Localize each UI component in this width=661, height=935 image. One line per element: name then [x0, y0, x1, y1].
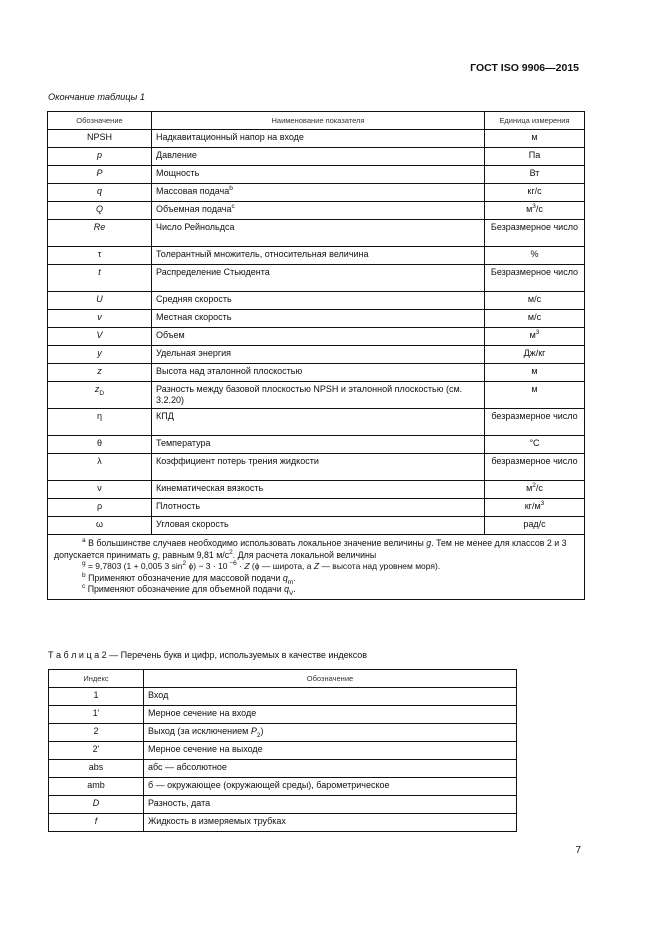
table1-caption: Окончание таблицы 1	[48, 92, 145, 102]
table-row	[49, 814, 517, 832]
unit-cell: Безразмерное число	[485, 220, 585, 247]
name-cell: Массовая подача$^b$	[152, 184, 485, 202]
table2-caption: Т а б л и ц а 2 — Перечень букв и цифр, используемых в качестве индексов	[48, 650, 368, 660]
designation-cell: Разность, дата	[144, 796, 517, 814]
table-row	[48, 454, 585, 481]
symbol-cell: ω	[48, 517, 152, 535]
unit-cell: Дж/кг	[485, 346, 585, 364]
table-row	[48, 292, 585, 310]
table-row	[49, 688, 517, 706]
name-cell: Толерантный множитель, относительная величина	[152, 247, 485, 265]
unit-cell: безразмерное число	[485, 454, 585, 481]
table-row	[48, 382, 585, 409]
col-header-index: Индекс	[49, 670, 144, 688]
unit-cell: рад/с	[485, 517, 585, 535]
table-row	[49, 724, 517, 742]
unit-cell: безразмерное число	[485, 409, 585, 436]
table-row	[48, 184, 585, 202]
unit-cell: $кг/м^3$	[485, 499, 585, 517]
table-row	[48, 481, 585, 499]
unit-cell: м/с	[485, 292, 585, 310]
table-row	[48, 517, 585, 535]
symbol-cell: t	[48, 265, 152, 292]
index-cell: abs	[49, 760, 144, 778]
index-cell: 1'	[49, 706, 144, 724]
unit-cell: Безразмерное число	[485, 265, 585, 292]
table-row	[48, 220, 585, 247]
unit-cell: м	[485, 364, 585, 382]
unit-cell: Вт	[485, 166, 585, 184]
symbol-cell: U	[48, 292, 152, 310]
note-formula: $^g$ = 9,7803 (1 + 0,005 3 $\sin^2 \phi) - 3 \cdot 10$ $^{-6}$ · Z (ϕ — широта, а Z — высота над уровнем моря).	[82, 560, 441, 571]
symbol-cell: η	[48, 409, 152, 436]
symbol-cell: y	[48, 346, 152, 364]
col-header-designation: Обозначение	[144, 670, 517, 688]
table-row	[48, 148, 585, 166]
table-notes	[48, 535, 585, 600]
index-cell: 2'	[49, 742, 144, 760]
col-header-unit: Единица измерения	[485, 112, 585, 130]
table-row	[48, 265, 585, 292]
table-row	[48, 202, 585, 220]
index-cell: 2	[49, 724, 144, 742]
name-cell: КПД	[152, 409, 485, 436]
table-row	[48, 310, 585, 328]
name-cell: Кинематическая вязкость	[152, 481, 485, 499]
document-code: ГОСТ ISO 9906—2015	[470, 62, 579, 74]
name-cell: Число Рейнольдса	[152, 220, 485, 247]
designation-cell: б — окружающее (окружающей среды), барометрическое	[144, 778, 517, 796]
symbol-cell: θ	[48, 436, 152, 454]
name-cell: Плотность	[152, 499, 485, 517]
name-cell: Средняя скорость	[152, 292, 485, 310]
designation-cell: абс — абсолютное	[144, 760, 517, 778]
note-b: $^b$ Применяют обозначение для массовой подачи $q_m$.	[82, 571, 296, 586]
name-cell: Объемная подача$^c$	[152, 202, 485, 220]
unit-cell: м	[485, 382, 585, 409]
name-cell: Распределение Стьюдента	[152, 265, 485, 292]
designation-cell: Выход (за исключением $P_2$)	[144, 724, 517, 742]
col-header-symbol: Обозначение	[48, 112, 152, 130]
table-row	[49, 706, 517, 724]
page-number: 7	[575, 845, 581, 856]
name-cell: Местная скорость	[152, 310, 485, 328]
name-cell: Высота над эталонной плоскостью	[152, 364, 485, 382]
symbol-cell: P	[48, 166, 152, 184]
table-row	[48, 247, 585, 265]
designation-cell: Жидкость в измеряемых трубках	[144, 814, 517, 832]
name-cell: Разность между базовой плоскостью NPSH и эталонной плоскостью (см. 3.2.20)	[152, 382, 485, 409]
table-row	[48, 409, 585, 436]
table-row	[48, 346, 585, 364]
table-row	[48, 328, 585, 346]
symbol-cell: q	[48, 184, 152, 202]
symbols-table	[47, 111, 585, 600]
unit-cell: $м^2/с$	[485, 481, 585, 499]
unit-cell: %	[485, 247, 585, 265]
designation-cell: Мерное сечение на входе	[144, 706, 517, 724]
symbol-cell: Q	[48, 202, 152, 220]
name-cell: Коэффициент потерь трения жидкости	[152, 454, 485, 481]
symbol-cell: λ	[48, 454, 152, 481]
unit-cell: кг/с	[485, 184, 585, 202]
name-cell: Надкавитационный напор на входе	[152, 130, 485, 148]
table-row	[49, 760, 517, 778]
designation-cell: Вход	[144, 688, 517, 706]
name-cell: Температура	[152, 436, 485, 454]
symbol-cell: τ	[48, 247, 152, 265]
index-cell: f	[49, 814, 144, 832]
symbol-cell: ν	[48, 481, 152, 499]
name-cell: Объем	[152, 328, 485, 346]
symbol-cell: z	[48, 364, 152, 382]
table-row	[49, 742, 517, 760]
designation-cell: Мерное сечение на выходе	[144, 742, 517, 760]
unit-cell: Па	[485, 148, 585, 166]
name-cell: Давление	[152, 148, 485, 166]
index-cell: amb	[49, 778, 144, 796]
symbol-cell: ρ	[48, 499, 152, 517]
symbol-cell: $z_D$	[48, 382, 152, 409]
index-cell: 1	[49, 688, 144, 706]
table-row	[49, 796, 517, 814]
table-row	[48, 436, 585, 454]
note-a: $^a$ В большинстве случаев необходимо использовать локальное значение величины g. Тем не менее для классов 2 и 3 допускается принимать g, равным 9,81 $м/с^2$. Для расчета локальной величины	[54, 537, 567, 560]
note-c: $^c$ Применяют обозначение для объемной подачи $q_V$.	[82, 583, 296, 597]
table-row	[48, 166, 585, 184]
symbol-cell: NPSH	[48, 130, 152, 148]
name-cell: Угловая скорость	[152, 517, 485, 535]
unit-cell: $м^3$	[485, 328, 585, 346]
symbol-cell: v	[48, 310, 152, 328]
name-cell: Удельная энергия	[152, 346, 485, 364]
unit-cell: °С	[485, 436, 585, 454]
unit-cell: м/с	[485, 310, 585, 328]
table-row	[48, 499, 585, 517]
table-row	[48, 130, 585, 148]
symbol-cell: p	[48, 148, 152, 166]
unit-cell: м	[485, 130, 585, 148]
symbol-cell: Re	[48, 220, 152, 247]
name-cell: Мощность	[152, 166, 485, 184]
col-header-name: Наименование показателя	[152, 112, 485, 130]
symbol-cell: V	[48, 328, 152, 346]
table-row	[49, 778, 517, 796]
unit-cell: $м^3/с$	[485, 202, 585, 220]
index-cell: D	[49, 796, 144, 814]
table-row	[48, 364, 585, 382]
indices-table	[48, 669, 517, 832]
